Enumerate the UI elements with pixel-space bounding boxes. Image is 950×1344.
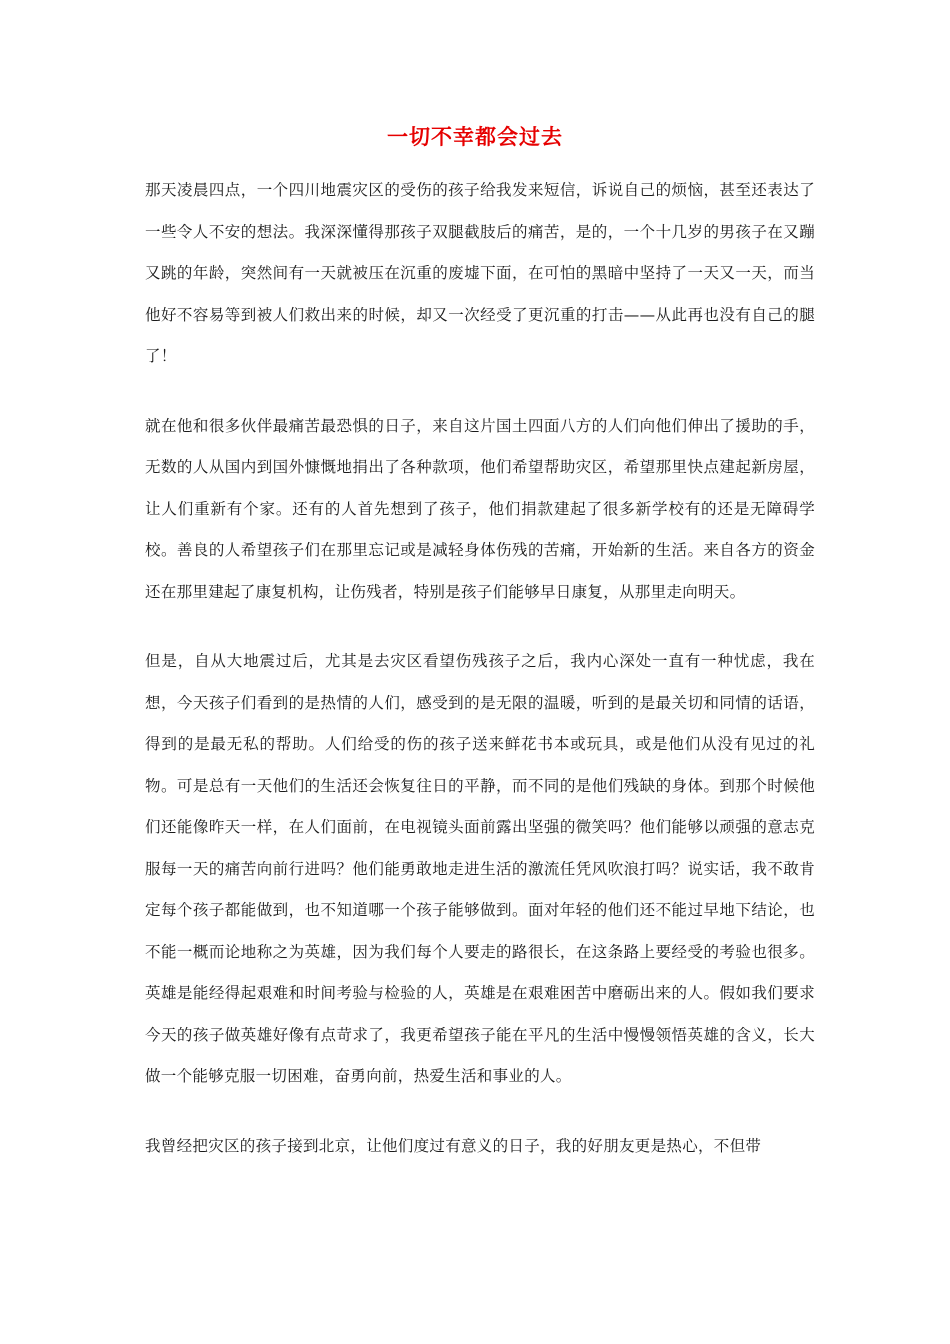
paragraph-1: 那天凌晨四点，一个四川地震灾区的受伤的孩子给我发来短信，诉说自己的烦恼，甚至还表达了一些令人不安的想法。我深深懂得那孩子双腿截肢后的痛苦，是的，一个十几岁的男孩子在又蹦又跳的年龄，突然间有一天就被压在沉重的废墟下面，在可怕的黑暗中坚持了一天又一天，而当他好不容易等到被人们救出来的时候，却又一次经受了更沉重的打击——从此再也没有自己的腿了！ [145,181,815,365]
document-title: 一切不幸都会过去 [387,125,563,149]
paragraph-4: 我曾经把灾区的孩子接到北京，让他们度过有意义的日子，我的好朋友更是热心，不但带 [145,1136,762,1155]
paragraph-2: 就在他和很多伙伴最痛苦最恐惧的日子，来自这片国土四面八方的人们向他们伸出了援助的手，无数的人从国内到国外慷慨地捐出了各种款项，他们希望帮助灾区，希望那里快点建起新房屋，让人们重新有个家。还有的人首先想到了孩子，他们捐款建起了很多新学校有的还是无障碍学校。善良的人希望孩子们在那里忘记或是减轻身体伤残的苦痛，开始新的生活。来自各方的资金还在那里建起了康复机构，让伤残者，特别是孩子们能够早日康复，从那里走向明天。 [145,416,815,601]
document-body [145,170,815,1167]
paragraph-3: 但是，自从大地震过后，尤其是去灾区看望伤残孩子之后，我内心深处一直有一种忧虑，我在想，今天孩子们看到的是热情的人们，感受到的是无限的温暖，听到的是最关切和同情的话语，得到的是最无私的帮助。人们给受的伤的孩子送来鲜花书本或玩具，或是他们从没有见过的礼物。可是总有一天他们的生活还会恢复往日的平静，而不同的是他们残缺的身体。到那个时候他们还能像昨天一样，在人们面前，在电视镜头面前露出坚强的微笑吗？他们能够以顽强的意志克服每一天的痛苦向前行进吗？他们能勇敢地走进生活的激流任凭风吹浪打吗？说实话，我不敢肯定每个孩子都能做到，也不知道哪一个孩子能够做到。面对年轻的他们还不能过早地下结论，也不能一概而论地称之为英雄，因为我们每个人要走的路很长，在这条路上要经受的考验也很多。英雄是能经得起艰难和时间考验与检验的人，英雄是在艰难困苦中磨砺出来的人。假如我们要求今天的孩子做英雄好像有点苛求了，我更希望孩子能在平凡的生活中慢慢领悟英雄的含义，长大做一个能够克服一切困难，奋勇向前，热爱生活和事业的人。 [145,652,815,1085]
